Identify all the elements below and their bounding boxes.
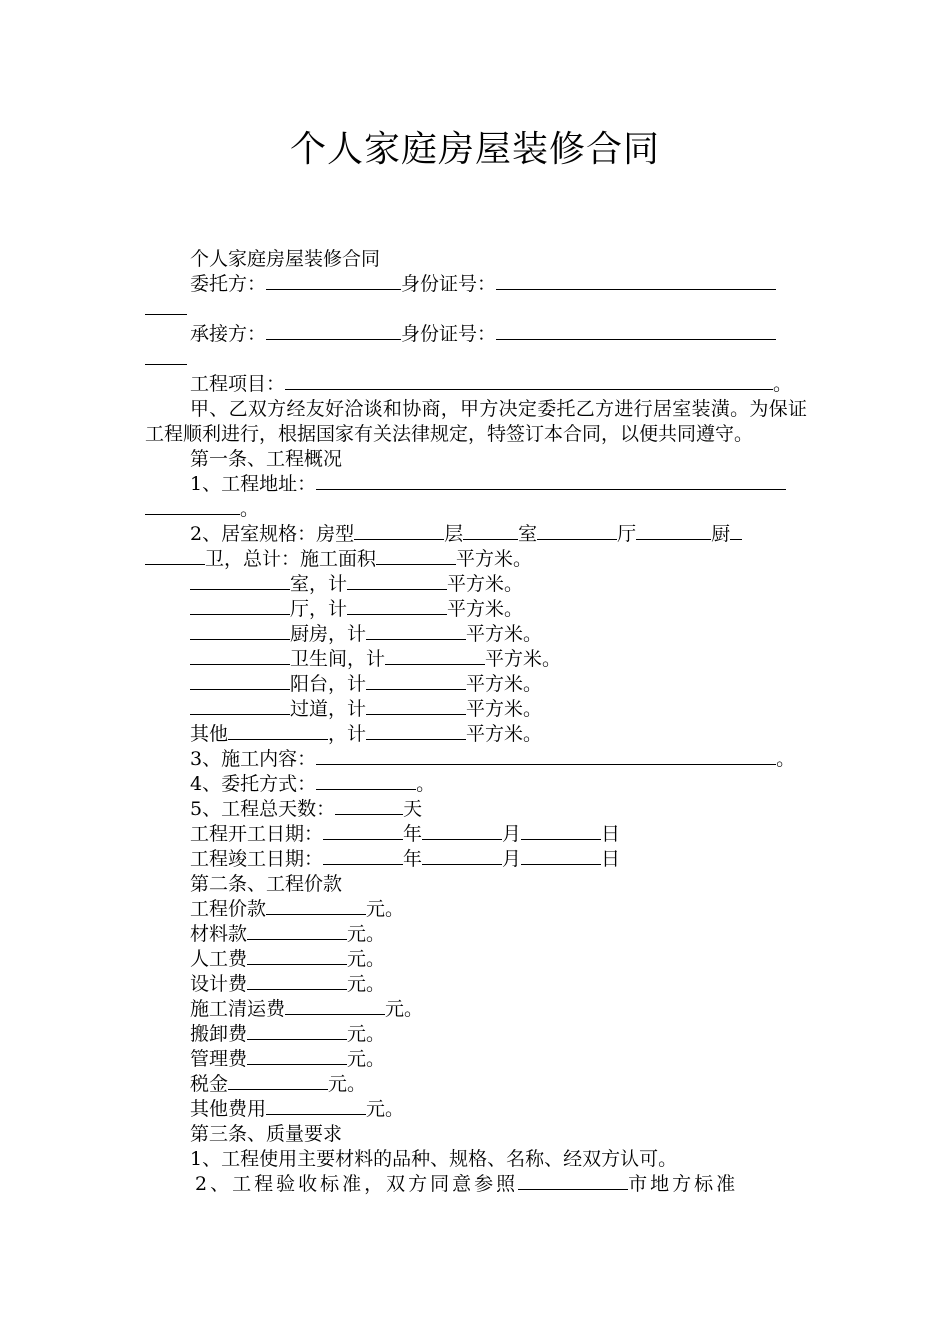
article-3-heading: 第三条、质量要求: [190, 1123, 343, 1145]
article-2-heading: 第二条、工程价款: [190, 873, 343, 895]
room-balcony-area-blank: [366, 672, 466, 690]
contract-heading: 个人家庭房屋装修合同: [190, 248, 381, 270]
quality-item-1: 1、工程使用主要材料的品种、规格、名称、经双方认可。: [190, 1148, 678, 1170]
address-line: 1、工程地址：: [145, 472, 807, 497]
project-line: 工程项目： 。: [190, 373, 793, 395]
end-date-line: 工程竣工日期： 年 月 日: [190, 848, 621, 870]
method-line: 4、委托方式： 。: [190, 773, 436, 795]
move-blank: [247, 1022, 347, 1040]
design-line: 设计费 元。: [190, 973, 386, 995]
type-blank: [354, 522, 444, 540]
room-blank: [537, 522, 617, 540]
contractor-line: 承接方： 身份证号：: [145, 322, 807, 347]
start-day-blank: [521, 822, 601, 840]
end-month-blank: [422, 847, 502, 865]
days-blank: [335, 797, 403, 815]
room-other-area-blank: [366, 722, 466, 740]
start-date-line: 工程开工日期： 年 月 日: [190, 823, 621, 845]
spec-line: 2、居室规格：房型 层 室 厅 厨: [145, 522, 807, 547]
material-blank: [247, 922, 347, 940]
manage-line: 管理费 元。: [190, 1048, 386, 1070]
end-day-blank: [521, 847, 601, 865]
room-ting-blank: [190, 597, 290, 615]
labor-blank: [247, 947, 347, 965]
room-shi-blank: [190, 572, 290, 590]
quality-item-2: 2、工程验收标准，双方同意参照 市地方标准: [195, 1173, 739, 1195]
room-corridor-area-blank: [366, 697, 466, 715]
manage-blank: [247, 1047, 347, 1065]
document-body: [145, 247, 807, 1197]
kitchen-blank: [730, 522, 742, 540]
client-id-blank: [496, 272, 776, 290]
room-balcony-line: 阳台，计 平方米。: [145, 672, 807, 697]
contractor-id-blank: [496, 322, 776, 340]
room-balcony-blank: [190, 672, 290, 690]
room-bath-line: 卫生间，计 平方米。: [145, 647, 807, 672]
address-overflow: 。: [145, 497, 807, 522]
room-kitchen-line: 厨房，计 平方米。: [145, 622, 807, 647]
labor-line: 人工费 元。: [190, 948, 386, 970]
clean-blank: [285, 997, 385, 1015]
design-blank: [247, 972, 347, 990]
contractor-id-blank-cont: [145, 347, 187, 365]
start-month-blank: [422, 822, 502, 840]
other-fee-blank: [266, 1097, 366, 1115]
room-shi-line: 室，计 平方米。: [145, 572, 807, 597]
room-other-blank: [228, 722, 328, 740]
room-kitchen-area-blank: [366, 622, 466, 640]
tax-line: 税金 元。: [190, 1073, 367, 1095]
client-id-blank-cont: [145, 297, 187, 315]
contractor-id-overflow: [145, 347, 807, 372]
address-blank: [316, 472, 786, 490]
address-blank-cont: [145, 497, 240, 515]
room-shi-area-blank: [347, 572, 447, 590]
room-other-line: 其他 ，计 平方米。: [190, 723, 543, 745]
other-fee-line: 其他费用 元。: [190, 1098, 405, 1120]
client-line: 委托方： 身份证号：: [145, 272, 807, 297]
price-line: 工程价款 元。: [190, 898, 405, 920]
project-blank: [285, 372, 773, 390]
spec-overflow: 卫，总计：施工面积 平方米。: [145, 547, 807, 572]
client-name-blank: [266, 272, 401, 290]
days-line: 5、工程总天数： 天: [190, 798, 423, 820]
start-year-blank: [323, 822, 403, 840]
intro-paragraph: 甲、乙双方经友好洽谈和协商，甲方决定委托乙方进行居室装潢。为保证工程顺利进行，根据国家有关法律规定，特签订本合同，以便共同遵守。: [145, 398, 807, 445]
tax-blank: [228, 1072, 328, 1090]
clean-line: 施工清运费 元。: [190, 998, 424, 1020]
floor-blank: [463, 522, 518, 540]
material-line: 材料款 元。: [190, 923, 386, 945]
document-title: 个人家庭房屋装修合同: [289, 129, 660, 170]
room-corridor-line: 过道，计 平方米。: [145, 697, 807, 722]
client-id-overflow: [145, 297, 807, 322]
price-blank: [266, 897, 366, 915]
room-ting-area-blank: [347, 597, 447, 615]
contractor-name-blank: [266, 322, 401, 340]
method-blank: [316, 772, 416, 790]
room-bath-blank: [190, 647, 290, 665]
area-blank: [376, 547, 456, 565]
room-bath-area-blank: [385, 647, 485, 665]
room-ting-line: 厅，计 平方米。: [145, 597, 807, 622]
room-corridor-blank: [190, 697, 290, 715]
content-line: 3、施工内容： 。: [190, 748, 796, 770]
bath-blank: [145, 547, 205, 565]
city-standard-blank: [518, 1172, 628, 1190]
room-kitchen-blank: [190, 622, 290, 640]
hall-blank: [636, 522, 711, 540]
move-line: 搬卸费 元。: [190, 1023, 386, 1045]
content-blank: [316, 747, 776, 765]
end-year-blank: [323, 847, 403, 865]
article-1-heading: 第一条、工程概况: [190, 448, 343, 470]
